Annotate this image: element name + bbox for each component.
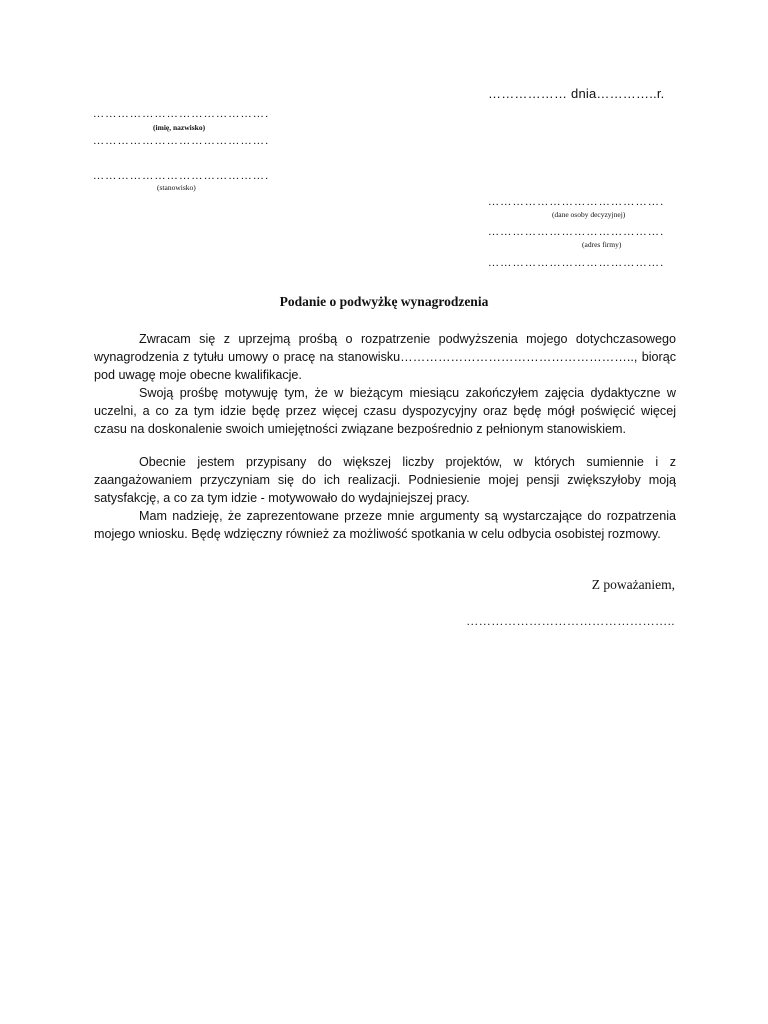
date-line — [488, 86, 664, 101]
letter-paragraph: Mam nadzieję, że zaprezentowane przeze mnie argumenty są wystarczające do rozpatrzenia mojego wniosku. Będę wdzięczny również za możliwość spotkania w celu odbycia osobistej rozmowy. — [94, 509, 676, 541]
sender-position-line: ……………………………………. — [93, 170, 270, 182]
sender-name-line: ……………………………………. — [93, 108, 270, 120]
date-dots-2: ………….. — [596, 86, 657, 101]
date-dots: ……………… — [488, 86, 572, 101]
date-suffix: r. — [656, 86, 665, 101]
letter-title: Podanie o podwyżkę wynagrodzenia — [279, 294, 489, 309]
signature-line: ………………………………………….. — [466, 614, 675, 628]
sender-address-line: ……………………………………. — [93, 135, 270, 147]
recipient-extra-line: ……………………………………. — [488, 257, 665, 269]
recipient-address-line: ……………………………………. — [488, 226, 665, 238]
letter-paragraph: Obecnie jestem przypisany do większej liczby projektów, w których sumiennie i z zaangażowaniem przyczyniam się do ich realizacji. Podniesienie mojej pensji zwiększyłoby moją satysfakcję, a co za tym idzie - motywowało do wydajniejszej pracy. — [94, 455, 676, 505]
letter-paragraph: Swoją prośbę motywuję tym, że w bieżącym miesiącu zakończyłem zajęcia dydaktyczne w uczelni, a co za tym idzie będę przez więcej czasu dyspozycyjny oraz będę mógł poświęcić więcej czasu na doskonalenie swoich umiejętności związane bezpośrednio z pełnionym stanowiskiem. — [94, 386, 676, 436]
recipient-person-line: ……………………………………. — [488, 196, 665, 208]
recipient-address-label: (adres firmy) — [582, 240, 622, 249]
letter-paragraph: Zwracam się z uprzejmą prośbą o rozpatrzenie podwyższenia mojego dotychczasowego wynagrodzenia z tytułu umowy o pracę na stanowisku……………………………………………….., biorąc pod uwagę moje obecne kwalifikacje. — [94, 332, 676, 382]
recipient-person-label: (dane osoby decyzyjnej) — [552, 210, 626, 219]
letter-body-section-2 — [94, 453, 676, 543]
sender-name-label: (imię, nazwisko) — [153, 123, 206, 132]
letter-body-section-1 — [94, 330, 676, 438]
sender-position-label: (stanowisko) — [157, 183, 196, 192]
date-word: dnia — [571, 86, 597, 101]
closing-salutation: Z poważaniem, — [591, 577, 675, 592]
